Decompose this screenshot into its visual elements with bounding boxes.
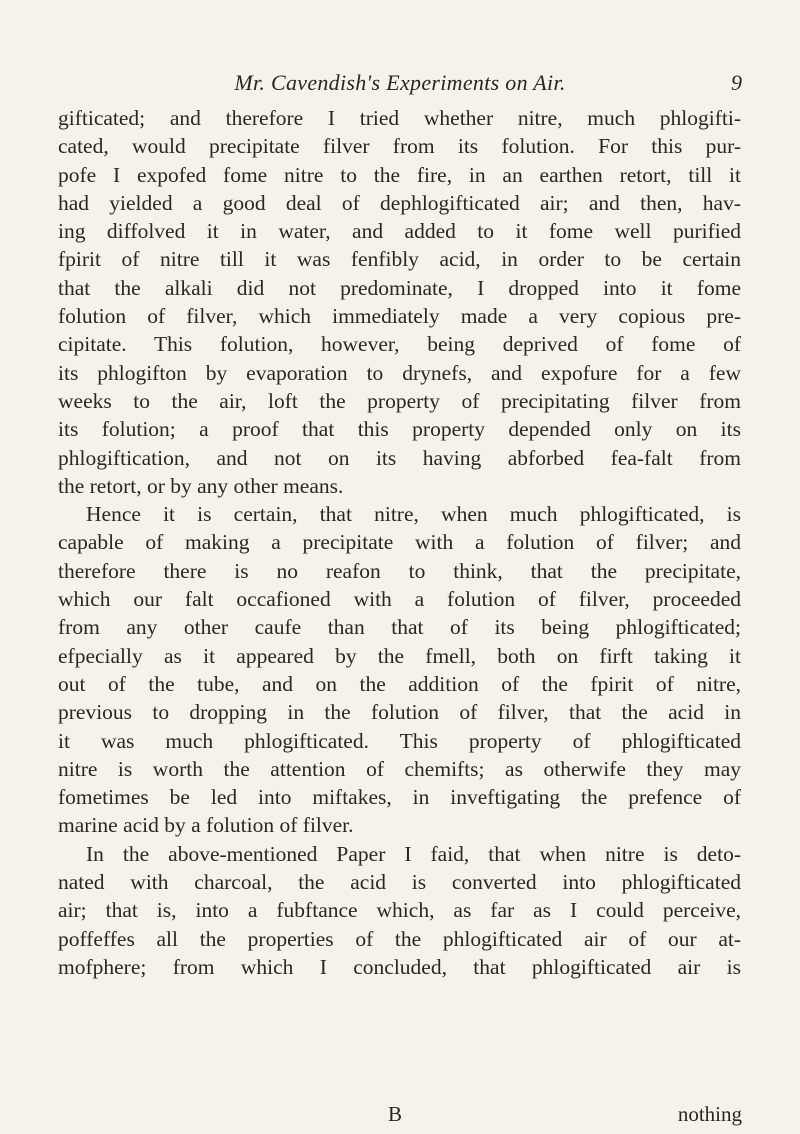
- text-line: efpecially as it appeared by the fmell, both on firft taking it: [58, 643, 741, 668]
- text-line: out of the tube, and on the addition of the fpirit of nitre,: [58, 671, 741, 696]
- paragraph-end-line: marine acid by a folution of filver.: [58, 813, 354, 838]
- text-line: folution of filver, which immediately made a very copious pre-: [58, 304, 741, 329]
- signature-mark: B: [388, 1102, 403, 1126]
- paragraph-start-line: Hence it is certain, that nitre, when much phlogifticated, is: [86, 502, 741, 527]
- text-line: fpirit of nitre till it was fenfibly acid, in order to be certain: [58, 247, 741, 272]
- catchword: nothing: [677, 1102, 742, 1126]
- text-line: phlogiftication, and not on its having abforbed fea-falt from: [58, 445, 741, 470]
- running-head: Mr. Cavendish's Experiments on Air.: [234, 70, 566, 95]
- text-line: poffeffes all the properties of the phlogifticated air of our at-: [58, 926, 741, 951]
- text-line: its folution; a proof that this property depended only on its: [58, 417, 741, 442]
- page-number: 9: [731, 70, 742, 95]
- text-line: air; that is, into a fubftance which, as far as I could perceive,: [58, 898, 741, 923]
- text-line: nated with charcoal, the acid is converted into phlogifticated: [58, 870, 741, 895]
- text-line: mofphere; from which I concluded, that phlogifticated air is: [58, 954, 741, 979]
- page-header: [58, 70, 742, 100]
- body-text: [58, 104, 741, 981]
- text-line: from any other caufe than that of its being phlogifticated;: [58, 615, 741, 640]
- text-line: had yielded a good deal of dephlogifticated air; and then, hav-: [58, 190, 741, 215]
- text-line: cated, would precipitate filver from its folution. For this pur-: [58, 134, 741, 159]
- text-line: previous to dropping in the folution of filver, that the acid in: [58, 700, 741, 725]
- text-line: its phlogifton by evaporation to drynefs, and expofure for a few: [58, 360, 741, 385]
- paragraph-start-line: In the above-mentioned Paper I faid, that when nitre is deto-: [86, 841, 741, 866]
- text-line: which our falt occafioned with a folution of filver, proceeded: [58, 587, 741, 612]
- paragraph-end-line: the retort, or by any other means.: [58, 473, 344, 498]
- text-line: it was much phlogifticated. This property of phlogifticated: [58, 728, 741, 753]
- text-line: weeks to the air, loft the property of precipitating filver from: [58, 388, 741, 413]
- text-line: pofe I expofed fome nitre to the fire, in an earthen retort, till it: [58, 162, 741, 187]
- text-line: ing diffolved it in water, and added to it fome well purified: [58, 219, 741, 244]
- text-line: nitre is worth the attention of chemifts; as otherwife they may: [58, 756, 741, 781]
- text-line: cipitate. This folution, however, being deprived of fome of: [58, 332, 741, 357]
- text-line: that the alkali did not predominate, I dropped into it fome: [58, 275, 741, 300]
- text-line: fometimes be led into miftakes, in inveftigating the prefence of: [58, 785, 741, 810]
- text-line: gifticated; and therefore I tried whether nitre, much phlogifti-: [58, 106, 741, 130]
- text-line: capable of making a precipitate with a folution of filver; and: [58, 530, 741, 555]
- text-line: therefore there is no reafon to think, that the precipitate,: [58, 558, 741, 583]
